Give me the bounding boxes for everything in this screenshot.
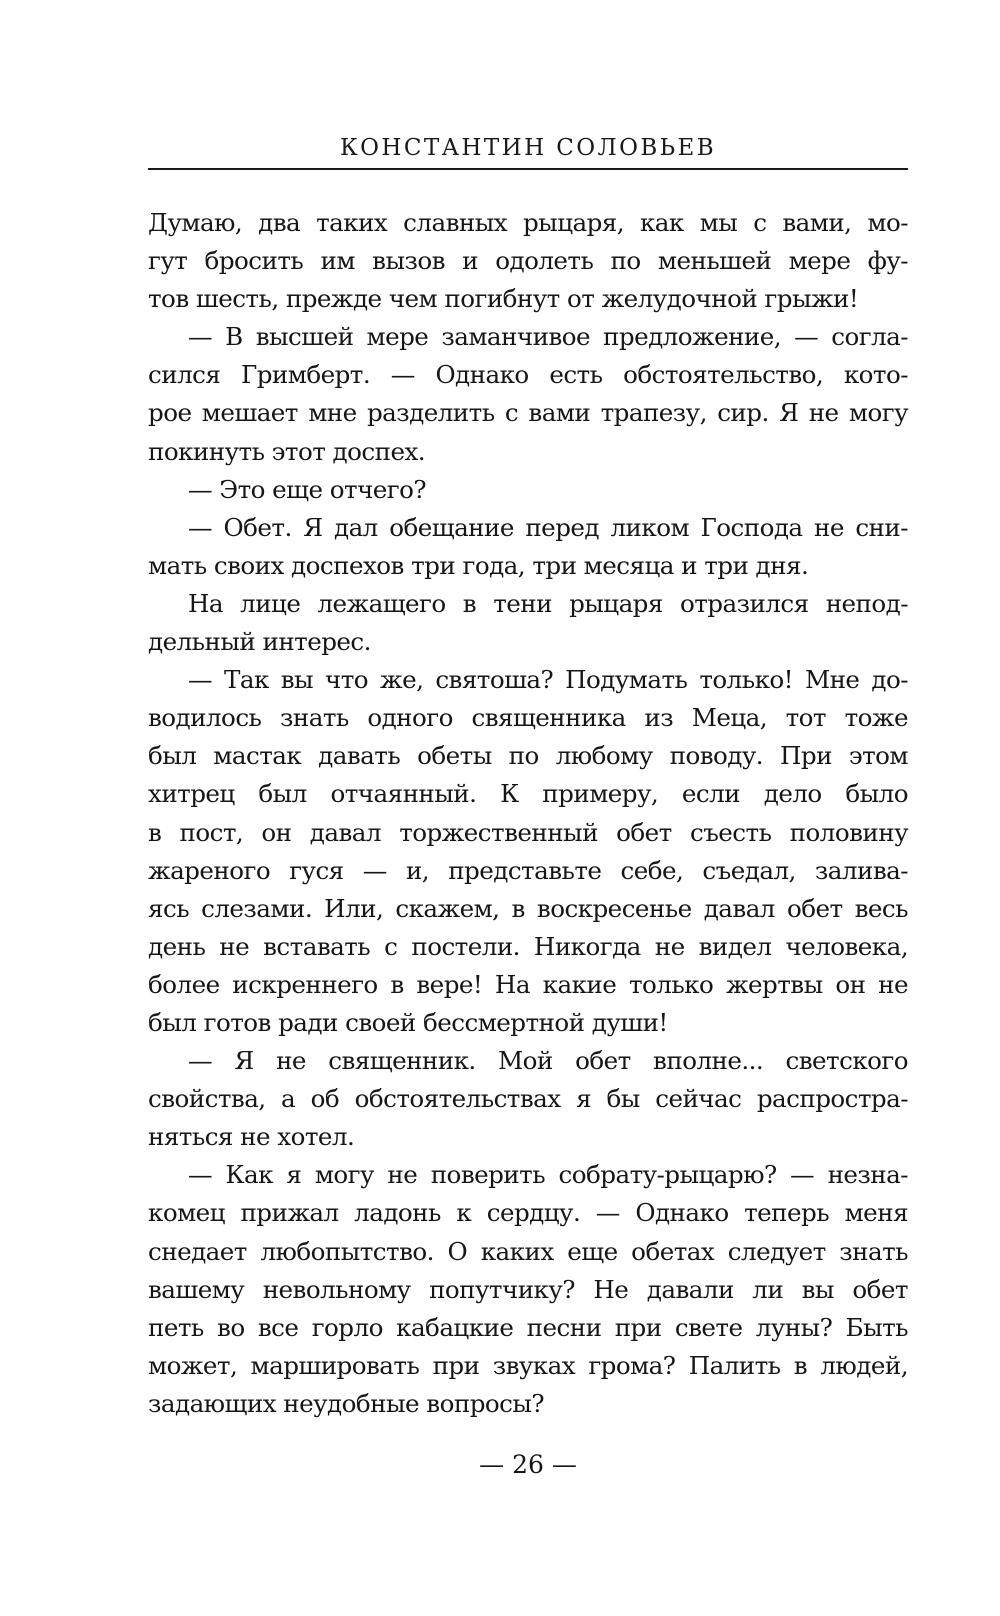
text-line: На лице лежащего в тени рыцаря отразился непод- (188, 588, 908, 618)
text-line: няться не хотел. (148, 1122, 355, 1152)
text-line: покинуть этот доспех. (148, 436, 426, 466)
header-divider (148, 168, 908, 170)
text-line: может, маршировать при звуках грома? Палить в людей, (148, 1350, 908, 1380)
text-line: мать своих доспехов три года, три месяца и три дня. (148, 550, 809, 580)
text-line: был готов ради своей бессмертной души! (148, 1007, 668, 1037)
text-line: вашему невольному попутчику? Не давали ли вы обет (148, 1274, 908, 1304)
text-line: рое мешает мне разделить с вами трапезу, сир. Я не могу (148, 398, 908, 428)
body-text (148, 204, 908, 1423)
text-line: — В высшей мере заманчивое предложение, — согла- (188, 322, 908, 352)
text-line: комец прижал ладонь к сердцу. — Однако теперь меня (148, 1198, 908, 1228)
text-line: — Я не священник. Мой обет вполне... светского (188, 1046, 908, 1076)
text-line: в пост, он давал торжественный обет съесть половину (148, 817, 908, 847)
text-line: гут бросить им вызов и одолеть по меньшей мере фу- (148, 246, 908, 276)
text-line: Думаю, два таких славных рыцаря, как мы с вами, мо- (148, 208, 908, 237)
text-line: хитрец был отчаянный. К примеру, если дело было (148, 779, 908, 809)
text-line: — Это еще отчего? (188, 474, 427, 504)
text-line: дельный интерес. (148, 627, 371, 657)
text-line: ясь слезами. Или, скажем, в воскресенье давал обет весь (148, 893, 908, 923)
text-line: свойства, а об обстоятельствах я бы сейчас распростра- (148, 1084, 908, 1114)
text-line: жареного гуся — и, представьте себе, съедал, залива- (148, 855, 908, 885)
text-line: сился Гримберт. — Однако есть обстоятельство, кото- (148, 360, 908, 390)
text-line: снедает любопытство. О каких еще обетах следует знать (148, 1236, 908, 1266)
text-line: более искреннего в вере! На какие только жертвы он не (148, 969, 908, 999)
text-line: — Обет. Я дал обещание перед ликом Господа не сни- (188, 512, 908, 542)
running-head-author: КОНСТАНТИН СОЛОВЬЕВ (339, 135, 717, 161)
text-line: был мастак давать обеты по любому поводу. При этом (148, 741, 908, 771)
text-line: — Как я могу не поверить собрату-рыцарю? — незна- (188, 1160, 908, 1190)
text-line: задающих неудобные вопросы? (148, 1388, 545, 1418)
text-line: водилось знать одного священника из Меца, тот тоже (148, 703, 908, 733)
text-line: тов шесть, прежде чем погибнут от желудочной грыжи! (148, 284, 859, 314)
text-line: петь во все горло кабацкие песни при свете луны? Быть (148, 1312, 908, 1342)
page-number: — 26 — (479, 1450, 577, 1479)
text-line: день не вставать с постели. Никогда не видел человека, (148, 931, 908, 961)
text-line: — Так вы что же, святоша? Подумать только! Мне до- (188, 665, 908, 695)
